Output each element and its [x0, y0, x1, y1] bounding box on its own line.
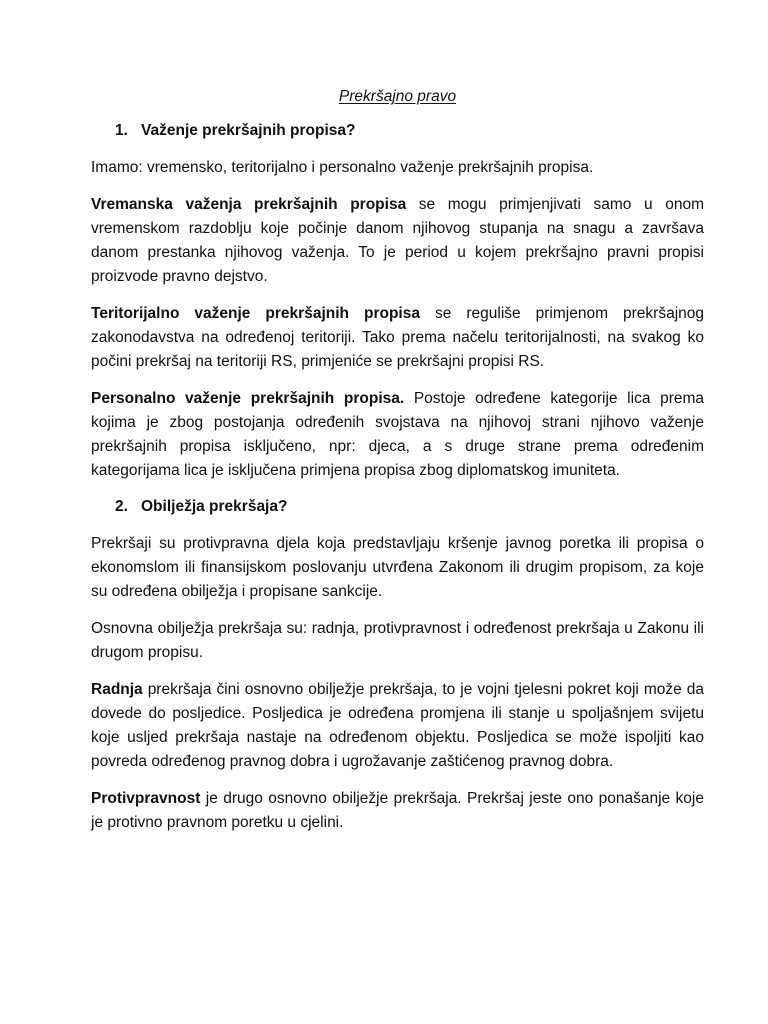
paragraph-bold-lead: Teritorijalno važenje prekršajnih propisa — [91, 305, 420, 322]
paragraph — [91, 532, 704, 604]
paragraph — [91, 787, 704, 835]
paragraph — [91, 156, 704, 180]
paragraph-text: se reguliše primjenom prekršajnog zakonodavstva na određenoj teritoriji. Tako prema načelu teritorijalnosti, na svakog ko počini prekršaj na teritoriji RS, primjeniće se prekršajni propisi RS. — [91, 305, 704, 370]
paragraph-text: se mogu primjenjivati samo u onom vremenskom razdoblju koje počinje danom njihovog stupanja na snagu a završava danom prestanka njihovog važenja. To je period u kojem prekršajno pravni propisi proizvode pravno dejstvo. — [91, 196, 704, 285]
paragraph-text: Imamo: vremensko, teritorijalno i personalno važenje prekršajnih propisa. — [91, 159, 594, 176]
section-number: 1. — [115, 122, 128, 139]
section-heading-text: Važenje prekršajnih propisa? — [141, 122, 356, 139]
paragraph-text: je drugo osnovno obilježje prekršaja. Prekršaj jeste ono ponašanje koje je protivno pravnom poretku u cjelini. — [91, 790, 704, 831]
paragraph-bold-lead: Personalno važenje prekršajnih propisa. — [91, 390, 405, 407]
paragraph — [91, 617, 704, 665]
paragraph — [91, 387, 704, 483]
paragraph-text: Prekršaji su protivpravna djela koja predstavljaju kršenje javnog poretka ili propisa o ekonomslom ili finansijskom poslovanju utvrđena Zakonom ili drugim propisom, za koje su određena obilježja i propisane sankcije. — [91, 535, 704, 600]
section-heading-text: Obilježja prekršaja? — [141, 498, 288, 515]
document-title: Prekršajno pravo — [338, 88, 457, 105]
paragraph-text: prekršaja čini osnovno obilježje prekršaja, to je vojni tjelesni pokret koji može da dovede do posljedice. Posljedica je određena promjena ili stanje u spoljašnjem svijetu koje usljed prekršaja nastaje na određenom objektu. Posljedica se može ispoljiti kao povreda određenog pravnog dobra i ugrožavanje zaštićenog pravnog dobra. — [91, 681, 704, 770]
paragraph — [91, 302, 704, 374]
paragraph-text: Osnovna obilježja prekršaja su: radnja, protivpravnost i određenost prekršaja u Zakonu ili drugom propisu. — [91, 620, 704, 661]
paragraph-text: Postoje određene kategorije lica prema kojima je zbog postojanja određenih svojstava na njihovoj strani njihovo važenje prekršajnih propisa isključeno, npr: djeca, a s druge strane prema određenim kategorijama lica je isključena primjena propisa zbog diplomatskog imuniteta. — [91, 390, 705, 479]
paragraph-bold-lead: Radnja — [91, 681, 143, 698]
section-heading-1 — [91, 120, 704, 142]
paragraph — [91, 193, 704, 289]
section-number: 2. — [115, 498, 128, 515]
paragraph-bold-lead: Protivpravnost — [91, 790, 201, 807]
section-heading-2 — [91, 496, 704, 518]
paragraph — [91, 678, 704, 774]
paragraph-bold-lead: Vremanska važenja prekršajnih propisa — [91, 196, 407, 213]
document-body — [91, 86, 704, 848]
